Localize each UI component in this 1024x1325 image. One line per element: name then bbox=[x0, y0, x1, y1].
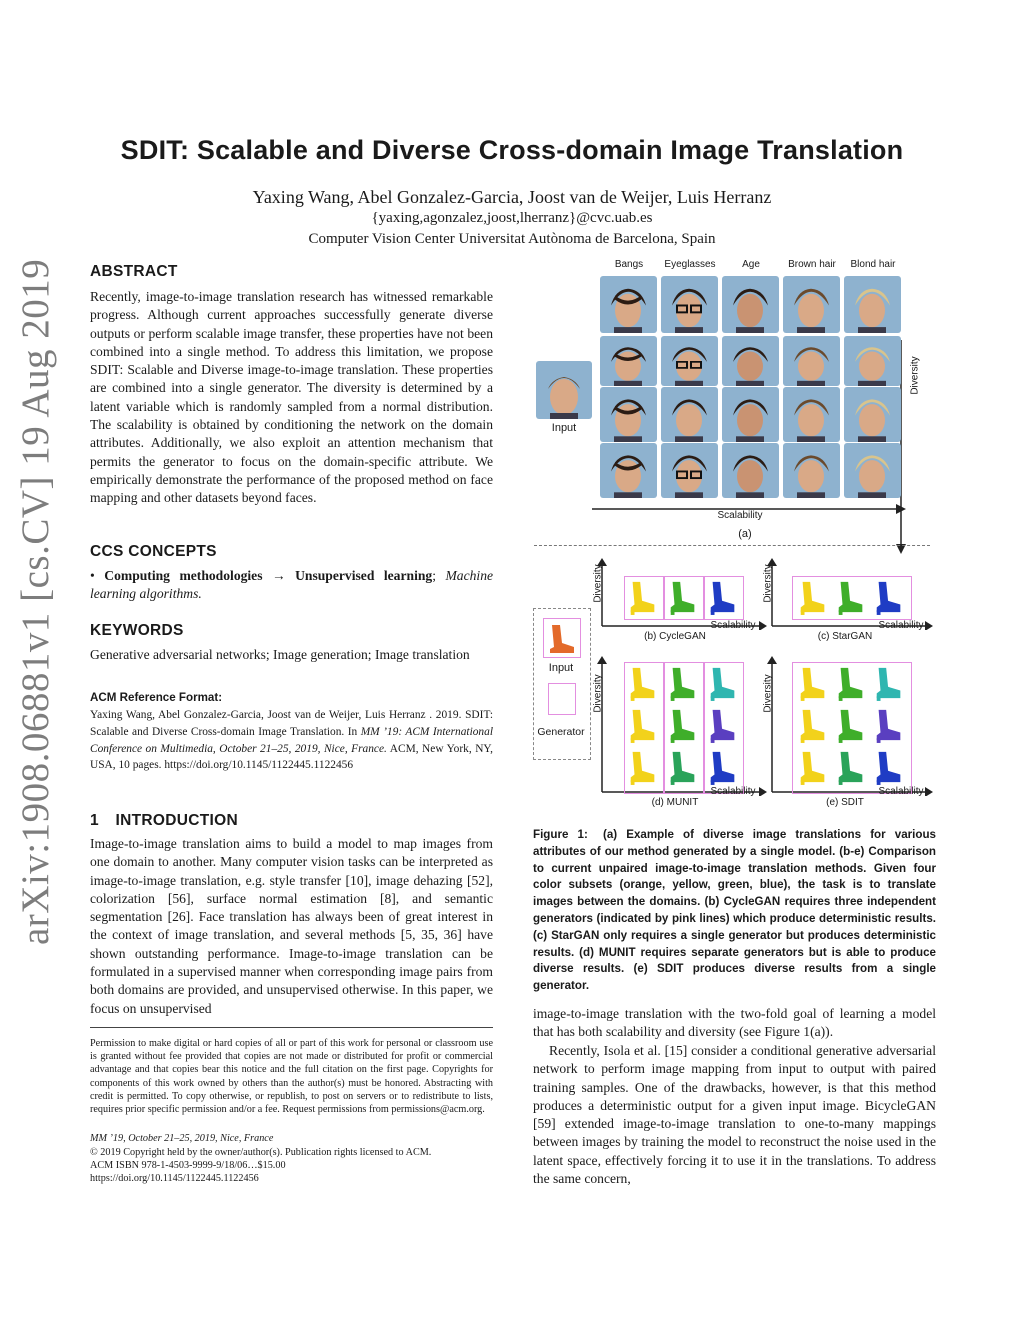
figure-caption bbox=[533, 827, 936, 995]
shoe-image bbox=[872, 578, 906, 616]
footnote-copyright: © 2019 Copyright held by the owner/author(s). Publication rights licensed to ACM. bbox=[90, 1147, 432, 1158]
generated-face-image bbox=[844, 276, 901, 333]
shoe-image bbox=[706, 664, 740, 702]
generated-face-image bbox=[783, 276, 840, 333]
attribute-label: Age bbox=[742, 259, 760, 270]
ccs-heading: CCS CONCEPTS bbox=[90, 543, 217, 560]
footnote-doi: https://doi.org/10.1145/1122445.1122456 bbox=[90, 1173, 259, 1184]
diversity-label-d: Diversity bbox=[592, 674, 604, 713]
intro-number: 1 bbox=[90, 812, 99, 829]
shoe-image bbox=[872, 706, 906, 744]
generated-face-image bbox=[661, 387, 718, 442]
input-face-image bbox=[536, 361, 592, 419]
right-paragraph-2: Recently, Isola et al. [15] consider a conditional generative adversarial network to perform image mapping from input to output with paired training samples. One of the drawbacks, however, is that this method produces a deterministic output for a given input image. BicycleGAN [59] extended image-to-image translation to one-to-many mappings between images by training the model to reconstruct the noise used in the latent space, effectively forcing it to use it in the translations. To address the same concern, bbox=[533, 1043, 936, 1187]
generated-face-image bbox=[661, 276, 718, 333]
generated-face-image bbox=[722, 443, 779, 498]
shoe-image bbox=[666, 664, 700, 702]
generated-face-image bbox=[783, 387, 840, 442]
generated-face-image bbox=[844, 443, 901, 498]
shoe-image bbox=[706, 748, 740, 786]
attribute-label: Brown hair bbox=[788, 259, 836, 270]
acm-ref-part1: Yaxing Wang, Abel Gonzalez-Garcia, Joost van de Weijer, Luis Herranz . 2019. SDIT: Scalable and Diverse Cross-domain Image Translation. In bbox=[90, 709, 493, 738]
shoe-image bbox=[872, 664, 906, 702]
figure-1 bbox=[530, 258, 934, 818]
attribute-label: Eyeglasses bbox=[664, 259, 716, 270]
input-label: Input bbox=[551, 422, 577, 434]
ccs-separator: ; bbox=[432, 568, 436, 583]
generated-face-image bbox=[844, 387, 901, 442]
shoe-image bbox=[834, 748, 868, 786]
generator-swatch bbox=[548, 683, 576, 715]
panel-a-label: (a) bbox=[738, 528, 752, 540]
panel-c-label: (c) StarGAN bbox=[817, 631, 873, 642]
legend-input-label: Input bbox=[548, 662, 574, 674]
scalability-label-d: Scalability bbox=[710, 786, 756, 797]
diversity-label-b: Diversity bbox=[592, 564, 604, 603]
generated-face-image bbox=[600, 336, 657, 386]
footnote-isbn: ACM ISBN 978-1-4503-9999-9/18/06…$15.00 bbox=[90, 1160, 286, 1171]
scalability-label-e: Scalability bbox=[878, 786, 924, 797]
generated-face-image bbox=[783, 336, 840, 386]
intro-text: Image-to-image translation aims to build a model to map images from one domain to another. Many computer vision tasks can be interpreted as image-to-image translation, e.g. style transfer [10], image dehazing [52], colorization [56], surface normal estimation [8], and semantic segmentation [26]. Face translation has always been of great interest in the context of image translation, and several methods [5, 35, 36] have shown outstanding performance. Image-to-image translation can be formulated in a supervised manner when corresponding image pairs from both domains are provided, and unsupervised otherwise. In this paper, we focus on unsupervised bbox=[90, 836, 493, 1016]
panel-e-label: (e) SDIT bbox=[826, 797, 864, 808]
shoe-image bbox=[626, 706, 660, 744]
ccs-extra: Machine learning algorithms. bbox=[90, 568, 494, 602]
shoe-image bbox=[666, 748, 700, 786]
caption-label: Figure 1: bbox=[533, 828, 588, 841]
shoe-image bbox=[626, 664, 660, 702]
generated-face-image bbox=[722, 387, 779, 442]
shoe-image bbox=[834, 664, 868, 702]
caption-text: (a) Example of diverse image translations for various attributes of our method generated by a single model. (b-e) Comparison to current unpaired image-to-image translation methods. Given four color subsets (orange, yellow, green, blue), the task is to translate images between the domains. (b) CycleGAN requires three independent generators (indicated by pink lines) which produce deterministic results. (c) StarGAN only requires a single generator but produces deterministic results. (d) MUNIT requires separate generators but is able to produce diverse results. (e) SDIT produces diverse results from a single generator. bbox=[533, 828, 936, 993]
ccs-subconcept: Unsupervised learning bbox=[295, 568, 433, 583]
generated-face-image bbox=[661, 443, 718, 498]
abstract-heading: ABSTRACT bbox=[90, 263, 178, 280]
generated-face-image bbox=[600, 443, 657, 498]
diversity-label-c: Diversity bbox=[762, 564, 774, 603]
author-list: Yaxing Wang, Abel Gonzalez-Garcia, Joost van de Weijer, Luis Herranz bbox=[252, 187, 772, 207]
ccs-bullet: • bbox=[90, 568, 95, 583]
paper-title: SDIT: Scalable and Diverse Cross-domain Image Translation bbox=[120, 135, 904, 165]
right-paragraph-1: image-to-image translation with the two-fold goal of learning a model that has both scalability and diversity (see Figure 1(a)). bbox=[533, 1006, 936, 1040]
attribute-label: Blond hair bbox=[850, 259, 896, 270]
footnote-conference: MM ’19, October 21–25, 2019, Nice, France bbox=[90, 1133, 274, 1144]
scalability-label-b: Scalability bbox=[710, 620, 756, 631]
shoe-image bbox=[796, 748, 830, 786]
diversity-label-a: Diversity bbox=[909, 356, 921, 395]
acm-ref-part2: ACM, New York, NY, USA, 10 pages. https://doi.org/10.1145/1122445.1122456 bbox=[90, 742, 494, 772]
generated-face-image bbox=[783, 443, 840, 498]
shoe-image bbox=[626, 748, 660, 786]
panel-b-label: (b) CycleGAN bbox=[644, 631, 706, 642]
attribute-label: Bangs bbox=[614, 259, 644, 270]
input-shoe-image bbox=[543, 618, 581, 658]
legend-generator-label: Generator bbox=[537, 726, 585, 738]
generated-face-image bbox=[722, 336, 779, 386]
shoe-image bbox=[666, 578, 700, 616]
shoe-image bbox=[666, 706, 700, 744]
shoe-image bbox=[706, 706, 740, 744]
generated-face-image bbox=[600, 276, 657, 333]
shoe-image bbox=[706, 578, 740, 616]
shoe-image bbox=[872, 748, 906, 786]
shoe-image bbox=[796, 706, 830, 744]
ccs-arrow: → bbox=[272, 568, 286, 583]
generated-face-image bbox=[600, 387, 657, 442]
footnote-permission: Permission to make digital or hard copies of all or part of this work for personal or classroom use is granted without fee provided that copies are not made or distributed for profit or commercial advantage and that copies bear this notice and the full citation on the first page. Copyrights for components of this work owned by others than the author(s) must be honored. Abstracting with credit is permitted. To copy otherwise, or republish, to post on servers or to redistribute to lists, requires prior specific permission and/or a fee. Request permissions from permissions@acm.org. bbox=[90, 1038, 493, 1116]
footnote-rule bbox=[90, 1027, 493, 1028]
ccs-concepts bbox=[90, 567, 493, 604]
generated-face-image bbox=[661, 336, 718, 386]
shoe-image bbox=[834, 578, 868, 616]
figure-separator bbox=[534, 545, 930, 546]
shoe-image bbox=[796, 578, 830, 616]
scalability-label-a: Scalability bbox=[717, 510, 763, 521]
scalability-label-c: Scalability bbox=[878, 620, 924, 631]
keywords-text: Generative adversarial networks; Image generation; Image translation bbox=[90, 647, 470, 662]
acm-reference-text bbox=[90, 707, 493, 774]
shoe-image bbox=[626, 578, 660, 616]
keywords-heading: KEYWORDS bbox=[90, 622, 184, 639]
shoe-image bbox=[796, 664, 830, 702]
generated-face-image bbox=[722, 276, 779, 333]
diversity-label-e: Diversity bbox=[762, 674, 774, 713]
panel-d-label: (d) MUNIT bbox=[651, 797, 699, 808]
author-emails: {yaxing,agonzalez,joost,lherranz}@cvc.uab.es bbox=[371, 210, 653, 226]
shoe-image bbox=[834, 706, 868, 744]
intro-title: INTRODUCTION bbox=[115, 812, 238, 829]
acm-reference-heading: ACM Reference Format: bbox=[90, 691, 223, 704]
acm-ref-venue: MM ’19: ACM International Conference on Multimedia, October 21–25, 2019, Nice, France. bbox=[90, 725, 493, 755]
ccs-concept: Computing methodologies bbox=[104, 568, 263, 583]
generated-face-image bbox=[844, 336, 901, 386]
arxiv-identifier: arXiv:1908.06881v1 [cs.CV] 19 Aug 2019 bbox=[14, 258, 57, 945]
intro-heading bbox=[90, 812, 493, 830]
abstract-text: Recently, image-to-image translation research has witnessed remarkable progress. Although current approaches successfully generate diverse outputs or perform scalable image transfer, these properties have not been combined into a single method. To address this limitation, we propose SDIT: Scalable and Diverse image-to-image translation. These properties are combined into a single generator. The diversity is determined by a latent variable which is randomly sampled from a normal distribution. The scalability is obtained by conditioning the network on the domain attributes. Additionally, we also exploit an attention mechanism that permits the generator to focus on the domain-specific attribute. We empirically demonstrate the performance of the proposed method on face mapping and other datasets beyond faces. bbox=[90, 289, 493, 506]
affiliation: Computer Vision Center Universitat Autònoma de Barcelona, Spain bbox=[308, 231, 716, 247]
